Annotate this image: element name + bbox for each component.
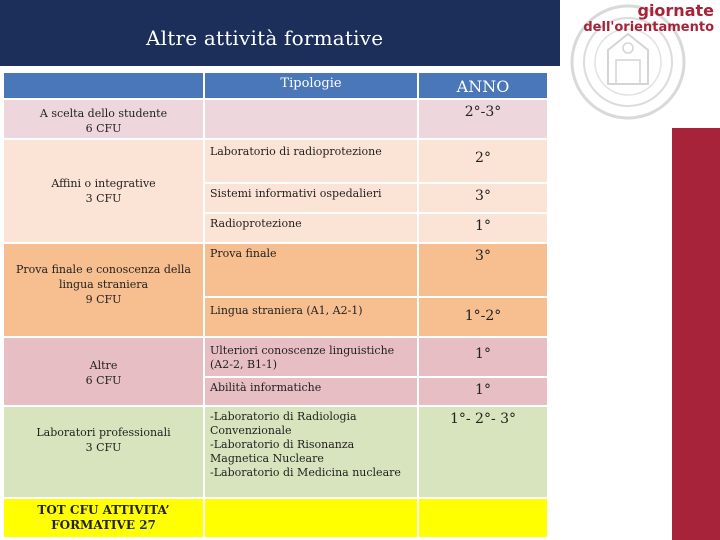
category-cell bbox=[3, 243, 204, 337]
activities-table bbox=[2, 71, 549, 539]
anno-cell: 1°-2° bbox=[418, 297, 548, 337]
tipologia-cell: -Laboratorio di Radiologia Convenzionale -Laboratorio di Risonanza Magnetica Nucleare -Laboratorio di Medicina nucleare bbox=[204, 406, 418, 498]
tipologia-cell: Ulteriori conoscenze linguistiche (A2-2, B1-1) bbox=[204, 337, 418, 377]
logo-line-2: dell'orientamento bbox=[583, 20, 714, 35]
anno-cell: 1°- 2°- 3° bbox=[418, 406, 548, 498]
table-row bbox=[3, 243, 548, 297]
header-anno: ANNO bbox=[418, 72, 548, 99]
tipologia-cell: Radioprotezione bbox=[204, 213, 418, 243]
page-title: Altre attività formative bbox=[146, 26, 384, 50]
category-label: Affini o integrative bbox=[51, 177, 156, 190]
total-label: TOT CFU ATTIVITA’ FORMATIVE bbox=[37, 503, 170, 532]
total-value: 27 bbox=[139, 518, 156, 532]
anno-cell: 2° bbox=[418, 139, 548, 183]
table-row bbox=[3, 406, 548, 498]
total-empty-cell bbox=[204, 498, 418, 538]
table-row bbox=[3, 99, 548, 139]
category-cfu: 6 CFU bbox=[85, 122, 122, 135]
category-cfu: 9 CFU bbox=[85, 293, 122, 306]
header-tipologie: Tipologie bbox=[204, 72, 418, 99]
table-row bbox=[3, 337, 548, 377]
accent-side-bar bbox=[672, 128, 720, 540]
category-cfu: 6 CFU bbox=[85, 374, 122, 387]
category-cell bbox=[3, 99, 204, 139]
tipologia-cell bbox=[204, 99, 418, 139]
tipologia-cell: Prova finale bbox=[204, 243, 418, 297]
table-row bbox=[3, 139, 548, 183]
total-cell bbox=[3, 498, 204, 538]
anno-cell: 1° bbox=[418, 377, 548, 406]
total-empty-cell bbox=[418, 498, 548, 538]
table-header-row bbox=[3, 72, 548, 99]
anno-cell: 2°-3° bbox=[418, 99, 548, 139]
university-logo bbox=[556, 0, 720, 128]
anno-cell: 1° bbox=[418, 213, 548, 243]
logo-line-1: giornate bbox=[637, 1, 714, 20]
tipologia-cell: Lingua straniera (A1, A2-1) bbox=[204, 297, 418, 337]
category-label: Prova finale e conoscenza della lingua straniera bbox=[16, 263, 191, 291]
category-cell bbox=[3, 406, 204, 498]
category-label: Laboratori professionali bbox=[36, 426, 171, 439]
total-row bbox=[3, 498, 548, 538]
logo-wordmark bbox=[583, 2, 714, 36]
header-empty-cell bbox=[3, 72, 204, 99]
tipologia-cell: Abilità informatiche bbox=[204, 377, 418, 406]
category-label: A scelta dello studente bbox=[39, 107, 168, 120]
category-cfu: 3 CFU bbox=[85, 192, 122, 205]
tipologia-cell: Laboratorio di radioprotezione bbox=[204, 139, 418, 183]
category-cell bbox=[3, 139, 204, 243]
tipologia-cell: Sistemi informativi ospedalieri bbox=[204, 183, 418, 213]
category-cell bbox=[3, 337, 204, 406]
anno-cell: 1° bbox=[418, 337, 548, 377]
anno-cell: 3° bbox=[418, 183, 548, 213]
category-cfu: 3 CFU bbox=[85, 441, 122, 454]
category-label: Altre bbox=[89, 359, 118, 372]
anno-cell: 3° bbox=[418, 243, 548, 297]
